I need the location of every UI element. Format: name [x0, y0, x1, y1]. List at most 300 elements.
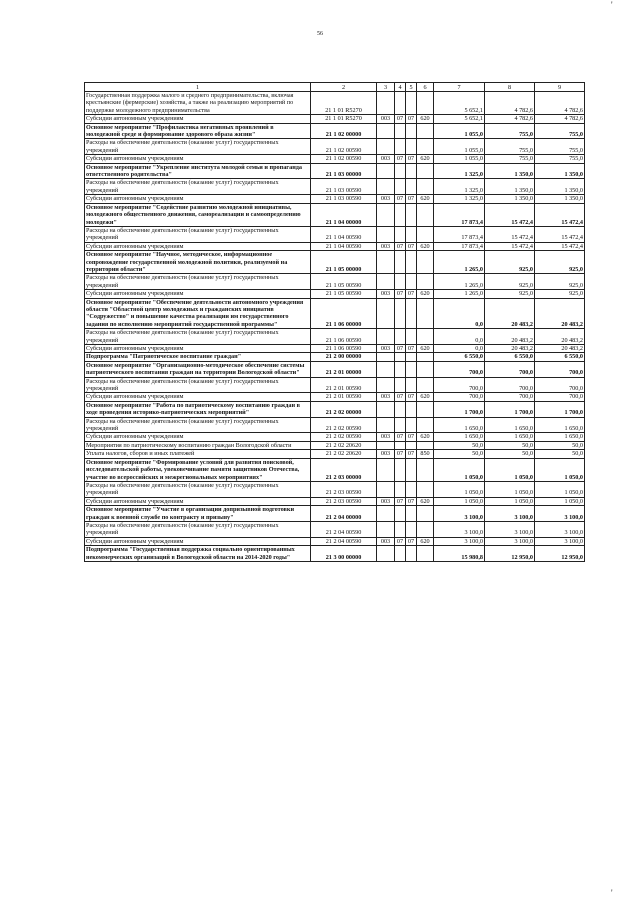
table-row [85, 329, 585, 345]
amount-col8-cell: 4 782,6 [485, 115, 535, 123]
expense-type-cell [417, 458, 434, 481]
row-name-cell: Расходы на обеспечение деятельности (оказание услуг) государственных учреждений [85, 417, 311, 433]
page-number: 56 [317, 31, 323, 37]
table-row [85, 92, 585, 115]
section-cell [395, 401, 406, 417]
expense-type-cell [417, 441, 434, 449]
table-row [85, 345, 585, 353]
subsection-cell: 07 [406, 242, 417, 250]
amount-col8-cell: 1 650,0 [485, 433, 535, 441]
expense-type-cell [417, 163, 434, 179]
expense-type-cell [417, 179, 434, 195]
amount-col8-cell: 1 050,0 [485, 481, 535, 497]
grbs-cell: 003 [377, 450, 395, 458]
row-name-cell: Основное мероприятие "Содействие развитию молодежной инициативы, молодежного общественного движения, самореализации и самоопределению молодежи" [85, 203, 311, 226]
subsection-cell [406, 203, 417, 226]
amount-col8-cell: 3 100,0 [485, 521, 535, 537]
subsection-cell [406, 251, 417, 274]
subsection-cell: 07 [406, 345, 417, 353]
row-name-cell: Расходы на обеспечение деятельности (оказание услуг) государственных учреждений [85, 329, 311, 345]
section-cell [395, 377, 406, 393]
section-cell: 07 [395, 155, 406, 163]
grbs-cell [377, 298, 395, 329]
section-cell [395, 361, 406, 377]
amount-col9-cell: 925,0 [535, 274, 585, 290]
section-cell [395, 481, 406, 497]
amount-col7-cell: 6 550,0 [434, 353, 485, 361]
amount-col9-cell: 700,0 [535, 377, 585, 393]
grbs-cell: 003 [377, 195, 395, 203]
table-row [85, 481, 585, 497]
expense-type-cell [417, 417, 434, 433]
section-cell: 07 [395, 433, 406, 441]
expense-type-cell [417, 203, 434, 226]
target-article-cell: 21 2 04 00590 [311, 537, 377, 545]
amount-col9-cell: 4 782,6 [535, 92, 585, 115]
row-name-cell: Субсидии автономным учреждениям [85, 497, 311, 505]
section-cell [395, 298, 406, 329]
expense-type-cell [417, 251, 434, 274]
section-cell: 07 [395, 290, 406, 298]
grbs-cell [377, 92, 395, 115]
table-row [85, 179, 585, 195]
subsection-cell [406, 123, 417, 139]
target-article-cell: 21 1 03 00590 [311, 179, 377, 195]
amount-col8-cell: 12 950,0 [485, 546, 535, 562]
table-row [85, 497, 585, 505]
amount-col9-cell: 50,0 [535, 450, 585, 458]
subsection-cell: 07 [406, 195, 417, 203]
amount-col8-cell: 6 550,0 [485, 353, 535, 361]
row-name-cell: Расходы на обеспечение деятельности (оказание услуг) государственных учреждений [85, 481, 311, 497]
grbs-cell: 003 [377, 433, 395, 441]
section-cell [395, 251, 406, 274]
amount-col7-cell: 1 325,0 [434, 163, 485, 179]
amount-col7-cell: 700,0 [434, 393, 485, 401]
expense-type-cell: 850 [417, 450, 434, 458]
amount-col9-cell: 925,0 [535, 251, 585, 274]
amount-col9-cell: 1 350,0 [535, 163, 585, 179]
amount-col8-cell: 700,0 [485, 361, 535, 377]
table-row [85, 506, 585, 522]
table-row [85, 274, 585, 290]
row-name-cell: Расходы на обеспечение деятельности (оказание услуг) государственных учреждений [85, 377, 311, 393]
table-row [85, 377, 585, 393]
amount-col7-cell: 1 700,0 [434, 401, 485, 417]
row-name-cell: Субсидии автономным учреждениям [85, 155, 311, 163]
section-cell: 07 [395, 115, 406, 123]
row-name-cell: Подпрограмма "Патриотическое воспитание граждан" [85, 353, 311, 361]
expense-type-cell [417, 401, 434, 417]
grbs-cell [377, 546, 395, 562]
target-article-cell: 21 2 03 00590 [311, 481, 377, 497]
expense-type-cell [417, 139, 434, 155]
grbs-cell [377, 506, 395, 522]
row-name-cell: Основное мероприятие "Формирование условий для развития поисковой, исследовательской работы, увековечивание памяти защитников Отечества, участие во всероссийских и межрегиональных мероприятиях" [85, 458, 311, 481]
amount-col7-cell: 1 055,0 [434, 155, 485, 163]
target-article-cell: 21 3 00 00000 [311, 546, 377, 562]
table-row [85, 450, 585, 458]
amount-col9-cell: 3 100,0 [535, 506, 585, 522]
amount-col7-cell: 3 100,0 [434, 537, 485, 545]
target-article-cell: 21 2 03 00000 [311, 458, 377, 481]
target-article-cell: 21 1 06 00590 [311, 345, 377, 353]
amount-col8-cell: 1 350,0 [485, 195, 535, 203]
row-name-cell: Субсидии автономным учреждениям [85, 242, 311, 250]
grbs-cell: 003 [377, 497, 395, 505]
amount-col9-cell: 6 550,0 [535, 353, 585, 361]
subsection-cell [406, 274, 417, 290]
section-cell [395, 274, 406, 290]
subsection-cell [406, 401, 417, 417]
target-article-cell: 21 2 02 20620 [311, 450, 377, 458]
expense-type-cell: 620 [417, 195, 434, 203]
target-article-cell: 21 1 04 00590 [311, 226, 377, 242]
amount-col7-cell: 700,0 [434, 361, 485, 377]
amount-col7-cell: 0,0 [434, 329, 485, 345]
expense-type-cell [417, 521, 434, 537]
section-cell [395, 163, 406, 179]
subsection-cell [406, 163, 417, 179]
target-article-cell: 21 2 01 00000 [311, 361, 377, 377]
grbs-cell [377, 274, 395, 290]
amount-col9-cell: 925,0 [535, 290, 585, 298]
expense-type-cell: 620 [417, 537, 434, 545]
subsection-cell [406, 353, 417, 361]
expense-type-cell [417, 361, 434, 377]
grbs-cell [377, 251, 395, 274]
expense-type-cell: 620 [417, 290, 434, 298]
subsection-cell: 07 [406, 290, 417, 298]
expense-type-cell: 620 [417, 155, 434, 163]
expense-type-cell [417, 329, 434, 345]
amount-col7-cell: 17 873,4 [434, 203, 485, 226]
expense-type-cell [417, 226, 434, 242]
expense-type-cell: 620 [417, 393, 434, 401]
expense-type-cell [417, 298, 434, 329]
expense-type-cell: 620 [417, 433, 434, 441]
amount-col7-cell: 1 265,0 [434, 274, 485, 290]
corner-mark-top: ' [611, 0, 613, 10]
target-article-cell: 21 1 01 R5270 [311, 115, 377, 123]
header-cell: 2 [311, 83, 377, 92]
row-name-cell: Основное мероприятие "Научное, методическое, информационное сопровождение государственной молодежной политики, реализуемой на территории области" [85, 251, 311, 274]
table-row [85, 353, 585, 361]
table-row [85, 242, 585, 250]
expense-type-cell [417, 92, 434, 115]
amount-col7-cell: 1 265,0 [434, 290, 485, 298]
row-name-cell: Субсидии автономным учреждениям [85, 290, 311, 298]
target-article-cell: 21 1 06 00590 [311, 329, 377, 345]
row-name-cell: Расходы на обеспечение деятельности (оказание услуг) государственных учреждений [85, 179, 311, 195]
amount-col8-cell: 20 483,2 [485, 329, 535, 345]
expense-type-cell [417, 546, 434, 562]
section-cell [395, 139, 406, 155]
section-cell [395, 123, 406, 139]
amount-col8-cell: 15 472,4 [485, 226, 535, 242]
target-article-cell: 21 2 04 00000 [311, 506, 377, 522]
table-row [85, 203, 585, 226]
target-article-cell: 21 1 03 00000 [311, 163, 377, 179]
subsection-cell [406, 329, 417, 345]
target-article-cell: 21 1 04 00000 [311, 203, 377, 226]
amount-col7-cell: 1 055,0 [434, 139, 485, 155]
header-cell: 1 [85, 83, 311, 92]
section-cell [395, 506, 406, 522]
table-row [85, 361, 585, 377]
subsection-cell [406, 361, 417, 377]
grbs-cell [377, 329, 395, 345]
amount-col9-cell: 1 050,0 [535, 497, 585, 505]
target-article-cell: 21 1 02 00000 [311, 123, 377, 139]
grbs-cell: 003 [377, 242, 395, 250]
grbs-cell [377, 179, 395, 195]
row-name-cell: Субсидии автономным учреждениям [85, 393, 311, 401]
subsection-cell [406, 521, 417, 537]
amount-col7-cell: 17 873,4 [434, 226, 485, 242]
amount-col7-cell: 1 325,0 [434, 195, 485, 203]
grbs-cell [377, 353, 395, 361]
subsection-cell: 07 [406, 155, 417, 163]
table-row [85, 441, 585, 449]
table-row [85, 433, 585, 441]
subsection-cell [406, 481, 417, 497]
amount-col8-cell: 755,0 [485, 139, 535, 155]
table-row [85, 401, 585, 417]
amount-col7-cell: 50,0 [434, 450, 485, 458]
amount-col9-cell: 4 782,6 [535, 115, 585, 123]
row-name-cell: Расходы на обеспечение деятельности (оказание услуг) государственных учреждений [85, 226, 311, 242]
grbs-cell [377, 401, 395, 417]
amount-col8-cell: 20 483,2 [485, 298, 535, 329]
grbs-cell [377, 203, 395, 226]
row-name-cell: Расходы на обеспечение деятельности (оказание услуг) государственных учреждений [85, 139, 311, 155]
amount-col9-cell: 15 472,4 [535, 226, 585, 242]
row-name-cell: Мероприятия по патриотическому воспитанию граждан Вологодской области [85, 441, 311, 449]
section-cell [395, 179, 406, 195]
amount-col9-cell: 1 650,0 [535, 417, 585, 433]
table-row [85, 546, 585, 562]
amount-col7-cell: 0,0 [434, 298, 485, 329]
corner-mark-bottom: ' [611, 888, 613, 898]
grbs-cell [377, 441, 395, 449]
amount-col8-cell: 15 472,4 [485, 242, 535, 250]
table-row [85, 115, 585, 123]
amount-col9-cell: 20 483,2 [535, 298, 585, 329]
amount-col8-cell: 925,0 [485, 290, 535, 298]
section-cell [395, 203, 406, 226]
row-name-cell: Расходы на обеспечение деятельности (оказание услуг) государственных учреждений [85, 521, 311, 537]
amount-col9-cell: 755,0 [535, 139, 585, 155]
subsection-cell [406, 506, 417, 522]
amount-col9-cell: 1 650,0 [535, 433, 585, 441]
subsection-cell [406, 546, 417, 562]
target-article-cell: 21 2 03 00590 [311, 497, 377, 505]
amount-col8-cell: 3 100,0 [485, 506, 535, 522]
amount-col9-cell: 15 472,4 [535, 203, 585, 226]
amount-col7-cell: 3 100,0 [434, 506, 485, 522]
section-cell [395, 458, 406, 481]
amount-col8-cell: 1 050,0 [485, 458, 535, 481]
expense-type-cell [417, 481, 434, 497]
row-name-cell: Основное мероприятие "Организационно-методическое обеспечение системы патриотического воспитания граждан на территории Вологодской области" [85, 361, 311, 377]
target-article-cell: 21 2 02 00000 [311, 401, 377, 417]
header-cell: 9 [535, 83, 585, 92]
subsection-cell [406, 458, 417, 481]
amount-col8-cell: 20 483,2 [485, 345, 535, 353]
grbs-cell [377, 361, 395, 377]
grbs-cell: 003 [377, 393, 395, 401]
subsection-cell: 07 [406, 450, 417, 458]
expense-type-cell [417, 353, 434, 361]
target-article-cell: 21 2 00 00000 [311, 353, 377, 361]
subsection-cell [406, 226, 417, 242]
target-article-cell: 21 1 06 00000 [311, 298, 377, 329]
amount-col8-cell: 50,0 [485, 441, 535, 449]
target-article-cell: 21 1 04 00590 [311, 242, 377, 250]
amount-col7-cell: 15 980,8 [434, 546, 485, 562]
grbs-cell [377, 226, 395, 242]
target-article-cell: 21 1 01 R5270 [311, 92, 377, 115]
subsection-cell: 07 [406, 497, 417, 505]
amount-col8-cell: 3 100,0 [485, 537, 535, 545]
row-name-cell: Субсидии автономным учреждениям [85, 115, 311, 123]
amount-col9-cell: 700,0 [535, 361, 585, 377]
section-cell: 07 [395, 450, 406, 458]
row-name-cell: Подпрограмма "Государственная поддержка социально ориентированных некоммерческих организаций в Вологодской области на 2014-2020 годы" [85, 546, 311, 562]
header-cell: 5 [406, 83, 417, 92]
grbs-cell [377, 417, 395, 433]
amount-col9-cell: 15 472,4 [535, 242, 585, 250]
row-name-cell: Субсидии автономным учреждениям [85, 433, 311, 441]
row-name-cell: Основное мероприятие "Обеспечение деятельности автономного учреждения области "Областной центр молодежных и гражданских инициатив "Содружество" и повышение качества реализации им государственного задания по исполнению мероприятий государственной программы" [85, 298, 311, 329]
table-row [85, 163, 585, 179]
table-row [85, 226, 585, 242]
amount-col8-cell: 755,0 [485, 155, 535, 163]
amount-col9-cell: 1 050,0 [535, 458, 585, 481]
grbs-cell: 003 [377, 155, 395, 163]
row-name-cell: Субсидии автономным учреждениям [85, 345, 311, 353]
table-row [85, 393, 585, 401]
table-row [85, 537, 585, 545]
section-cell [395, 417, 406, 433]
expense-type-cell [417, 377, 434, 393]
amount-col9-cell: 1 050,0 [535, 481, 585, 497]
grbs-cell [377, 377, 395, 393]
table-row [85, 251, 585, 274]
section-cell: 07 [395, 345, 406, 353]
amount-col9-cell: 50,0 [535, 441, 585, 449]
table-row [85, 139, 585, 155]
target-article-cell: 21 1 05 00000 [311, 251, 377, 274]
section-cell: 07 [395, 497, 406, 505]
amount-col8-cell: 50,0 [485, 450, 535, 458]
expense-type-cell [417, 274, 434, 290]
subsection-cell [406, 298, 417, 329]
expense-type-cell [417, 123, 434, 139]
amount-col9-cell: 1 350,0 [535, 195, 585, 203]
amount-col8-cell: 925,0 [485, 251, 535, 274]
amount-col7-cell: 700,0 [434, 377, 485, 393]
subsection-cell: 07 [406, 393, 417, 401]
expense-type-cell: 620 [417, 242, 434, 250]
target-article-cell: 21 2 02 00590 [311, 433, 377, 441]
amount-col8-cell: 4 782,6 [485, 92, 535, 115]
section-cell: 07 [395, 393, 406, 401]
subsection-cell [406, 139, 417, 155]
row-name-cell: Уплата налогов, сборов и иных платежей [85, 450, 311, 458]
subsection-cell [406, 92, 417, 115]
row-name-cell: Основное мероприятие "Участие в организации допризывной подготовки граждан к военной службе по контракту и призыву" [85, 506, 311, 522]
grbs-cell [377, 139, 395, 155]
subsection-cell [406, 441, 417, 449]
expense-type-cell: 620 [417, 497, 434, 505]
row-name-cell: Государственная поддержка малого и среднего предпринимательства, включая крестьянские (фермерские) хозяйства, а также на реализацию мероприятий по поддержке молодежного предпринимательства [85, 92, 311, 115]
amount-col8-cell: 700,0 [485, 377, 535, 393]
amount-col8-cell: 700,0 [485, 393, 535, 401]
amount-col9-cell: 3 100,0 [535, 521, 585, 537]
section-cell [395, 521, 406, 537]
amount-col9-cell: 12 950,0 [535, 546, 585, 562]
amount-col8-cell: 1 350,0 [485, 179, 535, 195]
row-name-cell: Субсидии автономным учреждениям [85, 537, 311, 545]
amount-col7-cell: 50,0 [434, 441, 485, 449]
amount-col7-cell: 1 650,0 [434, 417, 485, 433]
table-row [85, 123, 585, 139]
section-cell [395, 353, 406, 361]
amount-col7-cell: 17 873,4 [434, 242, 485, 250]
target-article-cell: 21 1 05 00590 [311, 274, 377, 290]
grbs-cell: 003 [377, 537, 395, 545]
target-article-cell: 21 2 01 00590 [311, 393, 377, 401]
budget-table [84, 82, 585, 562]
target-article-cell: 21 1 05 00590 [311, 290, 377, 298]
grbs-cell [377, 481, 395, 497]
amount-col9-cell: 700,0 [535, 393, 585, 401]
row-name-cell: Основное мероприятие "Профилактика негативных проявлений в молодежной среде и формирование здорового образа жизни" [85, 123, 311, 139]
table-row [85, 417, 585, 433]
amount-col7-cell: 1 050,0 [434, 458, 485, 481]
row-name-cell: Основное мероприятие "Укрепление института молодой семьи и пропаганда ответственного родительства" [85, 163, 311, 179]
target-article-cell: 21 2 04 00590 [311, 521, 377, 537]
section-cell: 07 [395, 537, 406, 545]
target-article-cell: 21 1 03 00590 [311, 195, 377, 203]
table-row [85, 458, 585, 481]
expense-type-cell: 620 [417, 115, 434, 123]
table-header-row [85, 83, 585, 92]
row-name-cell: Основное мероприятие "Работа по патриотическому воспитанию граждан в ходе проведения историко-патриотических мероприятий" [85, 401, 311, 417]
grbs-cell [377, 458, 395, 481]
section-cell: 07 [395, 195, 406, 203]
expense-type-cell [417, 506, 434, 522]
target-article-cell: 21 1 02 00590 [311, 155, 377, 163]
header-cell: 3 [377, 83, 395, 92]
subsection-cell [406, 179, 417, 195]
header-cell: 8 [485, 83, 535, 92]
header-cell: 7 [434, 83, 485, 92]
row-name-cell: Расходы на обеспечение деятельности (оказание услуг) государственных учреждений [85, 274, 311, 290]
section-cell: 07 [395, 242, 406, 250]
section-cell [395, 441, 406, 449]
amount-col7-cell: 3 100,0 [434, 521, 485, 537]
amount-col7-cell: 1 055,0 [434, 123, 485, 139]
table-row [85, 290, 585, 298]
amount-col8-cell: 15 472,4 [485, 203, 535, 226]
grbs-cell: 003 [377, 290, 395, 298]
amount-col7-cell: 5 652,1 [434, 92, 485, 115]
amount-col8-cell: 925,0 [485, 274, 535, 290]
target-article-cell: 21 2 01 00590 [311, 377, 377, 393]
